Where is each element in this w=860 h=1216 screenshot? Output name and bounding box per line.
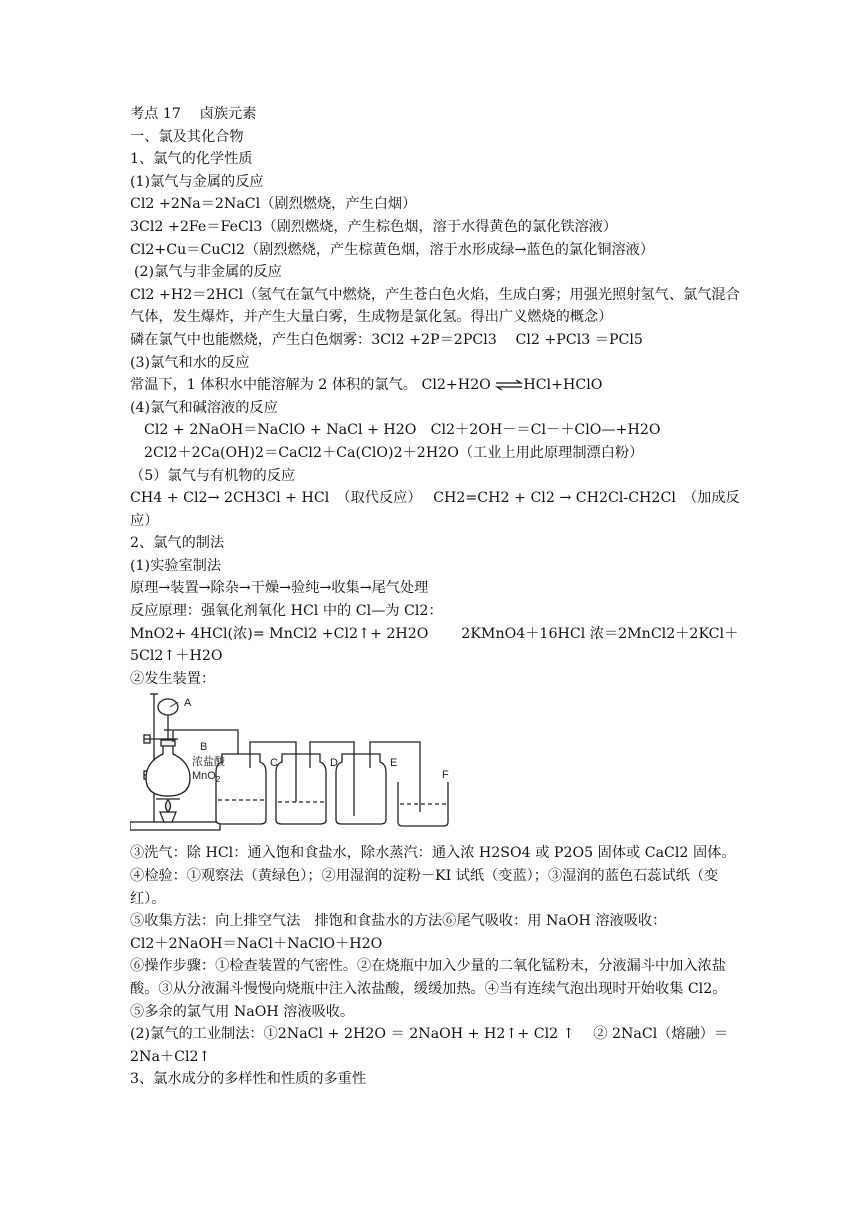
paragraph-line: 反应原理：强氧化剂氧化 HCl 中的 Cl—为 Cl2： (130, 603, 443, 620)
equation-paragraph: MnO2+ 4HCl(浓)= MnCl2 +Cl2↑+ 2H2O 2KMnO4＋16HCl 浓＝2MnCl2＋2KCl＋5Cl2↑＋H2O (130, 625, 739, 665)
equation-left: 常温下，1 体积水中能溶解为 2 体积的氯气。 Cl2+H2O (130, 377, 491, 394)
label-e: E (390, 757, 398, 770)
label-a: A (184, 697, 192, 710)
label-c: C (270, 757, 278, 770)
paragraph-line: (1)氯气与金属的反应 (130, 173, 264, 190)
bottle-d (276, 754, 326, 824)
paragraph: ⑥操作步骤：①检查装置的气密性。②在烧瓶中加入少量的二氧化锰粉末，分液漏斗中加入浓盐酸。③从分液漏斗慢慢向烧瓶中注入浓盐酸，缓缓加热。④当有连续气泡出现时开始收集 Cl2。⑤多余的氯气用 NaOH 溶液吸收。 (130, 958, 727, 1020)
subsection-heading: 3、氯水成分的多样性和性质的多重性 (130, 1071, 367, 1088)
burner (160, 812, 176, 822)
equation-line (130, 374, 740, 397)
apparatus-svg (130, 692, 600, 842)
paragraph-line: (2)氯气与非金属的反应 (134, 264, 282, 281)
label-d: D (330, 757, 338, 770)
label-mno2: MnO$_2$ (192, 770, 221, 785)
paragraph-line: 原理→装置→除杂→干燥→验纯→收集→尾气处理 (130, 580, 429, 597)
paragraph: ④检验：①观察法（黄绿色）；②用湿润的淀粉－KI 试纸（变蓝）；③湿润的蓝色石蕊试纸（变红）。 (130, 868, 719, 907)
reversible-arrow-icon (495, 379, 523, 391)
equation-line: 2Cl2＋2Ca(OH)2＝CaCl2＋Ca(ClO)2＋2H2O（工业上用此原理制漂白粉） (144, 444, 644, 461)
apparatus-diagram (130, 692, 600, 842)
document-page (130, 103, 740, 1091)
paragraph-line: ③洗气：除 HCl：通入饱和食盐水，除水蒸汽：通入浓 H2SO4 或 P2O5 固体或 CaCl2 固体。 (130, 845, 736, 862)
equation-paragraph: Cl2 +H2＝2HCl（氢气在氯气中燃烧，产生苍白色火焰，生成白雾；用强光照射氢气、氯气混合气体，发生爆炸，并产生大量白雾，生成物是氯化氢。得出广义燃烧的概念） (130, 286, 740, 326)
flask (146, 744, 190, 796)
equation-line: Cl2＋2NaOH＝NaCl＋NaClO＋H2O (130, 935, 383, 952)
label-acid: 浓盐酸 (192, 756, 225, 769)
paragraph-line: (1)实验室制法 (130, 557, 222, 574)
equation-line: Cl2 + 2NaOH＝NaClO + NaCl + H2O Cl2＋2OH－＝Cl－＋ClO—+H2O (144, 422, 661, 439)
stand-base (130, 822, 220, 830)
section-heading-1: 一、氯及其化合物 (130, 128, 244, 145)
equation-paragraph: (2)氯气的工业制法：①2NaCl + 2H2O ＝ 2NaOH + H2↑+ Cl2 ↑ ② 2NaCl（熔融）＝ 2Na＋Cl2↑ (130, 1026, 729, 1065)
paragraph-line: ②发生装置： (130, 670, 216, 687)
equation-line: 磷在氯气中也能燃烧，产生白色烟雾：3Cl2 +2P＝2PCl3 Cl2 +PCl3 ＝PCl5 (130, 331, 643, 348)
paragraph-line: (3)氯气和水的反应 (130, 354, 250, 371)
equation-right: HCl+HClO (523, 377, 603, 394)
paragraph-line: ⑤收集方法：向上排空气法 排饱和食盐水的方法⑥尾气吸收：用 NaOH 溶液吸收： (130, 913, 667, 930)
label-b: B (200, 741, 208, 754)
paragraph-line: （5）氯气与有机物的反应 (130, 467, 296, 484)
paragraph-line: (4)氯气和碱溶液的反应 (130, 399, 278, 416)
subsection-heading: 2、氯气的制法 (130, 535, 225, 552)
doc-title: 考点 17 卤族元素 (130, 106, 257, 122)
subsection-heading: 1、氯气的化学性质 (130, 151, 253, 168)
equation-line: 3Cl2 +2Fe＝FeCl3（剧烈燃烧，产生棕色烟，溶于水得黄色的氯化铁溶液） (130, 218, 618, 235)
bottle-e (336, 754, 386, 824)
equation-paragraph: CH4 + Cl2→ 2CH3Cl + HCl （取代反应） CH2=CH2 + Cl2 → CH2Cl-CH2Cl （加成反应） (130, 490, 740, 529)
equation-line: Cl2 +2Na＝2NaCl（剧烈燃烧，产生白烟） (130, 196, 417, 213)
funnel-bulb (158, 699, 178, 715)
label-f: F (442, 769, 449, 782)
equation-line: Cl2+Cu＝CuCl2（剧烈燃烧，产生棕黄色烟，溶于水形成绿→蓝色的氯化铜溶液） (130, 241, 655, 258)
